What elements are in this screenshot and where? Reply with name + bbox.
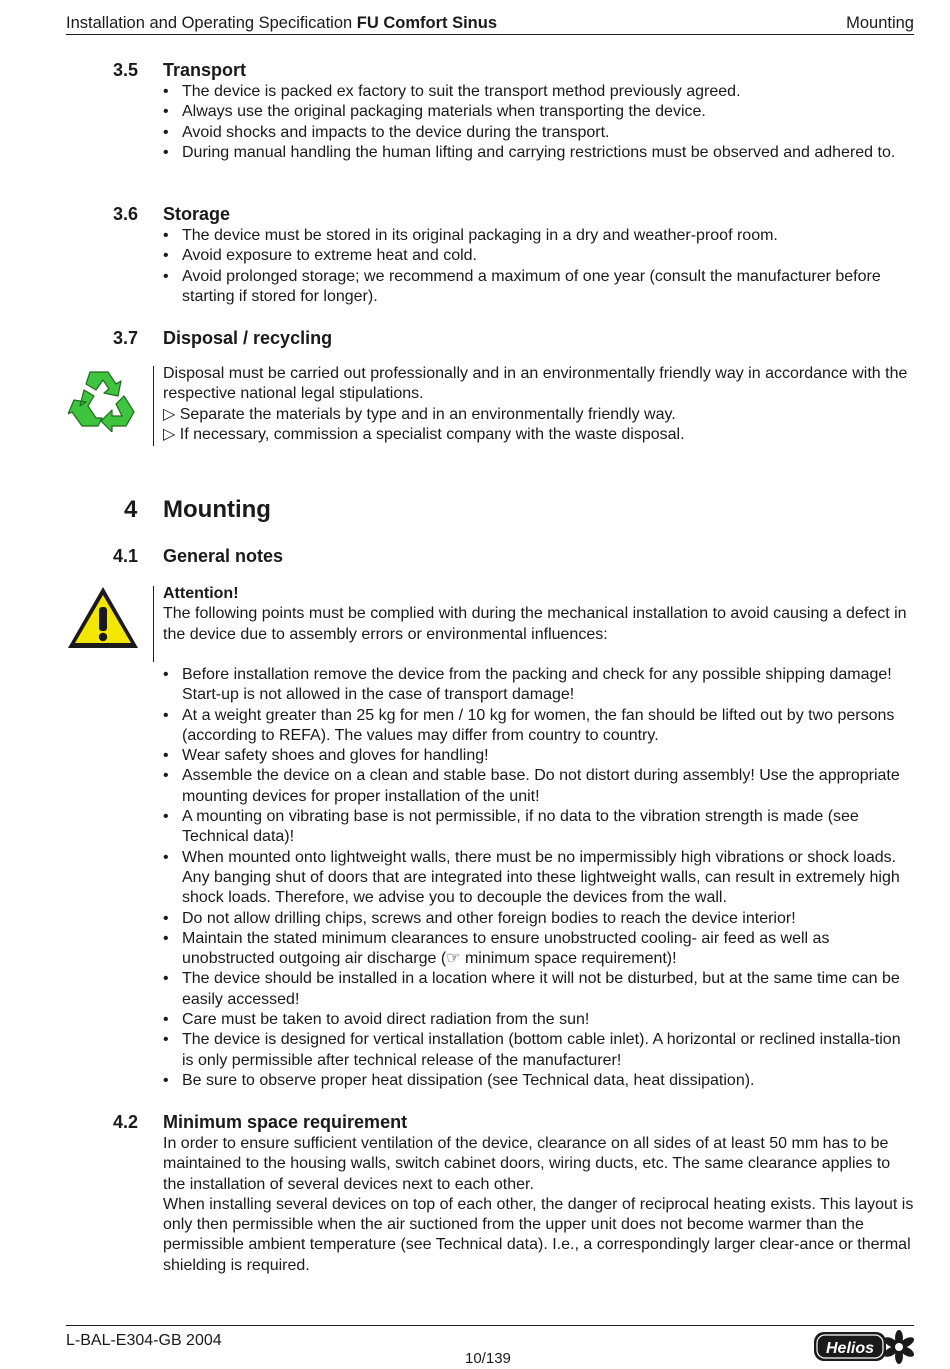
paragraph: In order to ensure sufficient ventilation of the device, clearance on all sides of at least 50 mm has to be maintained to the housing walls, switch cabinet doors, wiring ducts, etc. The same clearance applies to the installation of several devices next to each other. [163, 1135, 891, 1193]
note-divider [153, 366, 154, 446]
list-item: • At a weight greater than 25 kg for men / 10 kg for women, the fan should be lifted out by two persons (according to REFA). The values may differ from country to country. [163, 706, 915, 747]
section-number: 3.5 [113, 60, 139, 80]
section-number: 3.7 [113, 328, 139, 348]
transport-list [163, 82, 915, 163]
attention-heading: Attention! [163, 585, 239, 602]
header-title: Installation and Operating Specification FU Comfort Sinus [66, 14, 498, 32]
recycling-icon [68, 366, 138, 432]
attention-text: The following points must be complied with during the mechanical installation to avoid causing a defect in the device due to assembly errors or environmental influences: [163, 605, 907, 643]
list-item: • Before installation remove the device from the packing and check for any possible shipping damage! Start-up is not allowed in the case of transport damage! [163, 665, 915, 706]
section-number: 3.6 [113, 204, 139, 224]
list-item: • Always use the original packaging materials when transporting the device. [163, 102, 915, 122]
header-product: FU Comfort Sinus [356, 14, 498, 32]
page-number: 10/139 [465, 1350, 511, 1367]
footer-divider [66, 1325, 914, 1326]
section-title: Minimum space requirement [163, 1112, 408, 1132]
section-title: General notes [163, 546, 284, 566]
list-item: • Avoid exposure to extreme heat and cold. [163, 246, 915, 266]
section-title: Transport [163, 60, 247, 80]
section-title: Storage [163, 204, 231, 224]
section-number: 4.1 [113, 546, 139, 566]
chapter-number: 4 [124, 496, 138, 523]
general-notes-list [163, 665, 915, 1091]
list-item: • Assemble the device on a clean and stable base. Do not distort during assembly! Use the appropriate mounting devices for proper installation of the unit! [163, 766, 915, 807]
section-title: Disposal / recycling [163, 328, 333, 348]
list-item: • The device is designed for vertical installation (bottom cable inlet). A horizontal or reclined installa-tion is only permissible after technical release of the manufacturer! [163, 1030, 915, 1071]
list-item: • The device should be installed in a location where it will not be disturbed, but at the same time can be easily accessed! [163, 969, 915, 1010]
list-item: • When mounted onto lightweight walls, there must be no impermissibly high vibrations or shock loads. Any banging shut of doors that are integrated into these lightweight walls, can result in extremely high shock loads. Therefore, we advise you to decouple the devices from the wall. [163, 848, 915, 909]
paragraph: When installing several devices on top of each other, the danger of reciprocal heating exists. This layout is only then permissible when the air suctioned from the upper unit does not become warmer than the permissible ambient temperature (see Technical data). I.e., a correspondingly larger clear-ance or thermal shielding is required. [163, 1195, 914, 1274]
helios-logo [813, 1329, 915, 1365]
disposal-text [163, 364, 915, 445]
list-item: • A mounting on vibrating base is not permissible, if no data to the vibration strength is made (see Technical data)! [163, 807, 915, 848]
list-item: • Avoid shocks and impacts to the device during the transport. [163, 123, 915, 143]
header-section: Mounting [846, 14, 914, 32]
list-item: • Do not allow drilling chips, screws and other foreign bodies to reach the device interior! [163, 909, 915, 929]
list-item: • Maintain the stated minimum clearances to ensure unobstructed cooling- air feed as well as unobstructed outgoing air discharge (☞ minimum space requirement)! [163, 929, 915, 970]
list-item: • Wear safety shoes and gloves for handling! [163, 746, 915, 766]
list-item: • Avoid prolonged storage; we recommend a maximum of one year (consult the manufacturer before starting if stored for longer). [163, 267, 915, 308]
document-code: L-BAL-E304-GB 2004 [66, 1332, 222, 1349]
note-divider [153, 586, 154, 662]
attention-block [163, 584, 915, 645]
list-item: • The device is packed ex factory to suit the transport method previously agreed. [163, 82, 915, 102]
disposal-step: ▷ Separate the materials by type and in an environmentally friendly way. [163, 405, 676, 423]
storage-list [163, 226, 915, 307]
disposal-step: ▷ If necessary, commission a specialist company with the waste disposal. [163, 425, 685, 443]
disposal-paragraph: Disposal must be carried out professionally and in an environmentally friendly way in accordance with the respective national legal stipulations. [163, 365, 908, 403]
logo-text: Helios [825, 1340, 875, 1357]
warning-icon [66, 585, 140, 651]
section-number: 4.2 [113, 1112, 139, 1132]
list-item: • During manual handling the human lifting and carrying restrictions must be observed and adhered to. [163, 143, 915, 163]
chapter-title: Mounting [163, 496, 271, 523]
list-item: • Care must be taken to avoid direct radiation from the sun! [163, 1010, 915, 1030]
list-item: • Be sure to observe proper heat dissipation (see Technical data, heat dissipation). [163, 1071, 915, 1091]
minimum-space-text [163, 1134, 915, 1276]
list-item: • The device must be stored in its original packaging in a dry and weather-proof room. [163, 226, 915, 246]
page-header [66, 13, 914, 35]
